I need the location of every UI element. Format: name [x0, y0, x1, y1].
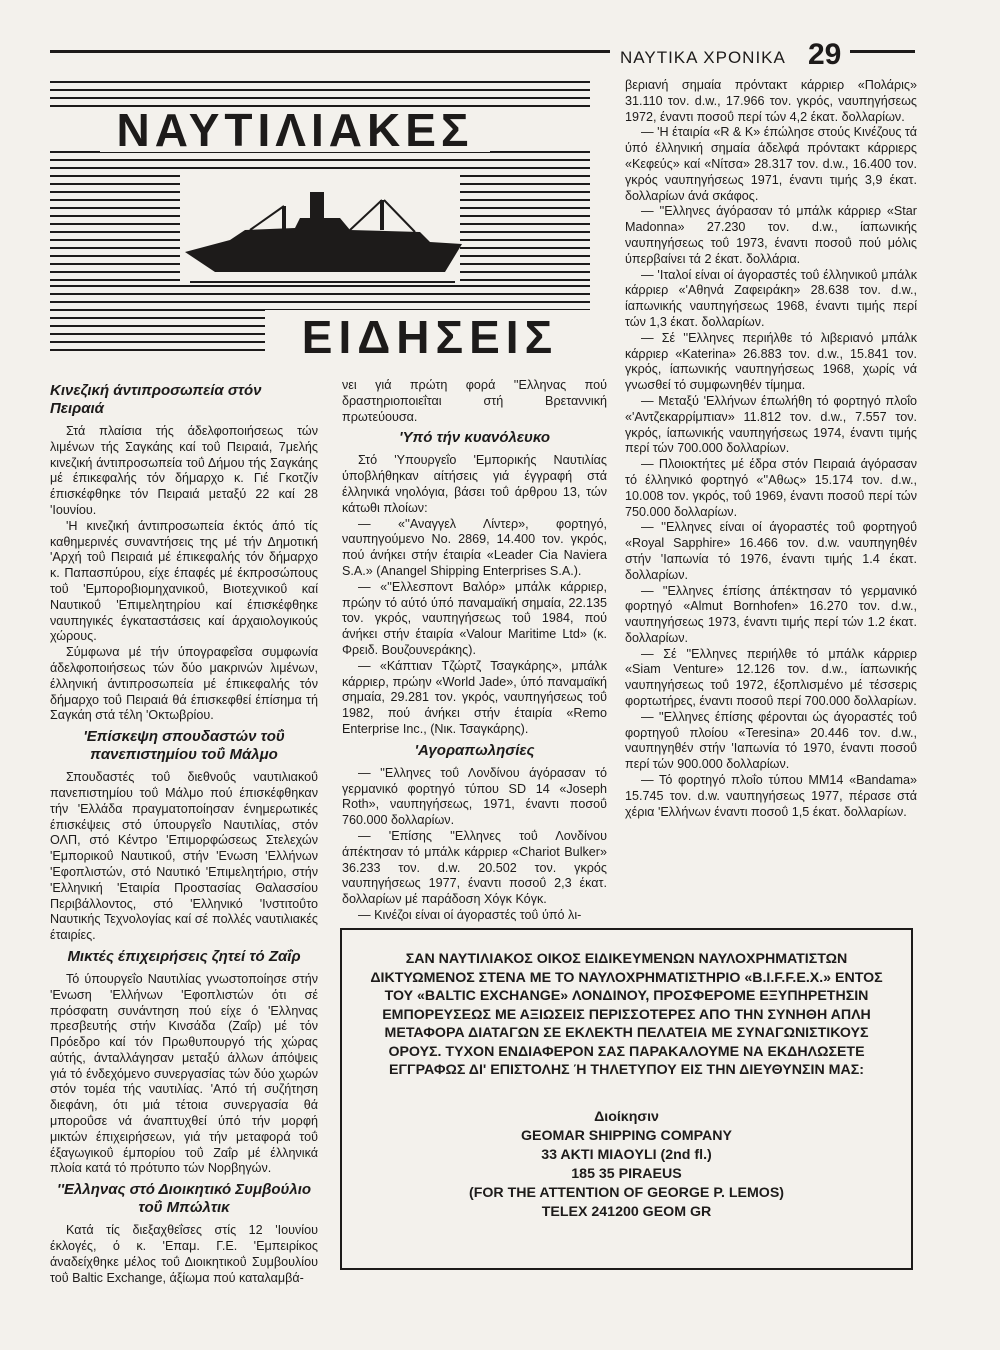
column-2 [342, 378, 607, 924]
list-item: — ''Ελληνες είναι οί άγοραστές τοΰ φορτηγοΰ «Royal Sapphire» 16.466 τον. d.w. ναυπηγηθέν στήν 'Ιαπωνία τό 1976, έναντι τιμής 1.4 έκατ. δολλαρίων. [625, 520, 917, 582]
ship-icon [185, 192, 462, 282]
ad-company-name: GEOMAR SHIPPING COMPANY [521, 1127, 732, 1144]
ad-address-line: Διοίκησιν [594, 1108, 659, 1125]
list-item: — Κινέζοι είναι οί άγοραστές τοΰ ύπό λι- [358, 907, 582, 922]
paragraph: 'Η κινεζική άντιπροσωπεία έκτός άπό τίς καθημερινές συναντήσεις της μέ τήν Δημοτική 'Αρχή τοΰ Πειραιά μέ έπικεφαλής τόν δήμαρχο κ. Παπασπύρου, είχε έπαφές μέ έκπροσώπους τοΰ 'Εμποροβιομηχανικοΰ, Βιοτεχνικοΰ καί Ναυτικοΰ 'Επιμελητηρίου καί έπισκέφθηκε ναυπηγικές έγκαταστάσεις καί άρχαιολογικούς χώρους. [50, 518, 318, 644]
list-item: — «''Αναγγελ Λίντερ», φορτηγό, ναυπηγούμενο Νο. 2869, 14.400 τον. γκρός, πού άνήκει στήν έταιρία «Leader Cia Naviera S.A.» (Anangel Shipping Enterprises S.A.). [342, 516, 607, 578]
list-item: — ''Ελληνες άγόρασαν τό μπάλκ κάρριερ «Star Madonna» 27.230 τον. d.w., ίαπωνικής ναυπηγήσεως τοΰ 1973, έναντι ποσοΰ πού μόλις ύπερβαίνει τά 2 έκατ. δολλάρια. [625, 204, 917, 266]
headline-blue-white-flag: 'Υπό τήν κυανόλευκο [398, 429, 551, 447]
list-item: — Σέ ''Ελληνες περιήλθε τό μπάλκ κάρριερ «Siam Venture» 12.126 τον. d.w., ίαπωνικής ναυπηγήσεως τοΰ 1972, έξοπλισμένο μέ τέσσερις φορτωτήρες, έναντι ποσοΰ περί 700.000 δολλαρίων. [625, 646, 917, 709]
headline-sales: 'Αγοραπωλησίες [414, 741, 535, 759]
headline-chinese-delegation: Κινεζική άντιπροσωπεία στόν Πειραιά [50, 382, 262, 417]
masthead-line1: ΝΑΥΤΙΛΙΑΚΕΣ [116, 104, 474, 156]
paragraph: βεριανή σημαία πρόντακτ κάρριερ «Πολάρις» 31.110 τον. d.w., 17.966 τον. γκρός, ναυπηγήσεως 1972, έναντι ποσοΰ περί τών 4,2 έκατ. δολλαρίων. [625, 78, 917, 124]
section-masthead [50, 72, 590, 372]
list-item: — «''Ελλεσποντ Βαλόρ» μπάλκ κάρριερ, πρώην τό αύτό ύπό παναμαϊκή σημαία, 22.135 τον. γκρός, ναυπηγήσεως τοΰ 1984, πού άνήκει στήν έταιρία «Valour Maritime Ltd» (κ. Φρειδ. Βουζουνεράκης). [342, 579, 607, 657]
advertisement-box [340, 928, 913, 1270]
list-item: — Πλοιοκτήτες μέ έδρα στόν Πειραιά άγόρασαν τό έλληνικό φορτηγό «''Αθως» 15.174 τον. d.w., 10.008 τον. γκρός, τοΰ 1969, έναντι ποσοΰ περί τών 750.000 δολλαρίων. [625, 457, 917, 519]
list-item: — 'Επίσης ''Ελληνες τοΰ Λονδίνου άπέκτησαν τό μπάλκ κάρριερ «Chariot Bulker» 36.233 τον. d.w. 20.502 τον. γκρός ναυπηγήσεως 1977, έναντι ποσοΰ 2,3 έκατ. δολλαρίων μέ παράδοση Χόγκ Κόγκ. [342, 828, 607, 907]
column-3 [625, 78, 917, 820]
list-item: — ''Ελληνες έπίσης φέρονται ώς άγοραστές τοΰ φορτηγοΰ πλοίου «Teresina» 20.446 τον. d.w., ναυπηγηθέν στήν 'Ιαπωνία τό 1970, έναντι ποσοΰ περί τών 900.000 δολλαρίων. [625, 709, 917, 772]
ad-text: ΣΑΝ ΝΑΥΤΙΛΙΑΚΟΣ ΟΙΚΟΣ ΕΙΔΙΚΕΥΜΕΝΩΝ ΝΑΥΛΟΧΡΗΜΑΤΙΣΤΩΝ ΔΙΚΤΥΩΜΕΝΟΣ ΣΤΕΝΑ ΜΕ ΤΟ ΝΑΥΛΟΧΡΗΜΑΤΙΣΤΗΡΙΟ «B.I.F.F.E.X.» ΕΝΤΟΣ ΤΟΥ «BALTIC EXCHANGE» ΛΟΝΔΙΝΟΥ, ΠΡΟΣΦΕΡΟΜΕ ΕΞΥΠΗΡΕΤΗΣΙΝ ΕΜΠΟΡΕΥΣΕΩΣ ΜΕ ΑΞΙΩΣΕΙΣ ΠΕΡΙΣΣΟΤΕΡΕΣ ΑΠΟ ΤΗΝ ΣΥΝΗΘΗ ΑΠΛΗ ΜΕΤΑΦΟΡΑ ΔΙΑΤΑΓΩΝ ΣΕ ΕΚΛΕΚΤΗ ΠΕΛΑΤΕΙΑ ΜΕ ΣΥΝΑΓΩΝΙΣΤΙΚΟΥΣ ΟΡΟΥΣ. ΤΥΧΟΝ ΕΝΔΙΑΦΕΡΟΝ ΣΑΣ ΠΑΡΑΚΑΛΟΥΜΕ ΝΑ ΕΚΔΗΛΩΣΕΤΕ ΕΓΓΡΑΦΩΣ ΔΙ' ΕΠΙΣΤΟΛΗΣ Ή ΤΗΛΕΤΥΠΟΥ ΕΙΣ ΤΗΝ ΔΙΕΥΘΥΝΣΙΝ ΜΑΣ: [370, 951, 883, 1078]
magazine-title: ΝΑΥΤΙΚΑ ΧΡΟΝΙΚΑ [620, 48, 786, 67]
paragraph: Σπουδαστές τοΰ διεθνοΰς ναυτιλιακοΰ πανεπιστημίου τοΰ Μάλμο πού έπισκέφθηκαν τήν 'Ελλάδα πραγματοποίησαν ένημερωτικές έπισκέψεις στό ύπουργεΐο Ναυτιλίας, στόν ΟΛΠ, στό Κέντρο 'Επιμορφώσεως Στελεχών 'Εμπορικοΰ Ναυτικοΰ, στήν 'Ενωση 'Ελλήνων 'Εφοπλιστών, στό Ναυτικό 'Επιμελητήριο, στήν 'Ελληνική 'Εταιρία Προστασίας Θαλασσίου Περιβάλλοντος, στό 'Ελληνικό 'Ινστιτοΰτο Ναυτικής Τεχνολογίας καί σέ πολλές ναυτιλιακές έταιρίες. [50, 770, 318, 943]
paragraph: Στά πλαίσια τής άδελφοποιήσεως τών λιμένων τής Σαγκάης καί τοΰ Πειραιά, 7μελής κινεζική άντιπροσωπεία τοΰ Δήμου τής Σαγκάης μέ έπικεφαλής τόν δήμαρχο κ. Γιέ Γκοτζίν έπισκέφθηκε τόν Πειραιά μεταξύ 22 καί 28 'Ιουνίου. [50, 424, 318, 517]
ad-address-line: (FOR THE ATTENTION OF GEORGE P. LEMOS) [468, 1184, 785, 1201]
column-1 [50, 378, 318, 1286]
paragraph: Σύμφωνα μέ τήν ύπογραφεΐσα συμφωνία άδελφοποιήσεως τών δύο μακρινών λιμένων, έλληνική άντιπροσωπεία μέ έπικεφαλής τόν δήμαρχο τοΰ Πειραιά θά έπισκεφθεί έπίσημα τή Σαγκάη στά τέλη 'Οκτωβρίου. [50, 645, 318, 723]
list-item: — Τό φορτηγό πλοΐο τύπου ΜΜ14 «Bandama» 15.745 τον. d.w. ναυπηγήσεως 1977, πέρασε στά χέρια 'Ελλήνων έναντι ποσοΰ 1,5 έκατ. δολλαρίων. [625, 773, 917, 819]
header-rule-left [50, 50, 610, 53]
masthead-line2: ΕΙΔΗΣΕΙΣ [301, 311, 559, 363]
paragraph: Κατά τίς διεξαχθεΐσες στίς 12 'Ιουνίου έκλογές, ό κ. 'Επαμ. Γ.Ε. 'Εμπειρίκος άναδείχθηκε μέλος τοΰ Διοικητικοΰ Συμβουλίου τοΰ Baltic Exchange, άξίωμα πού καταλαμβά- [50, 1223, 318, 1285]
page-number: 29 [808, 38, 842, 71]
list-item: — ''Ελληνες έπίσης άπέκτησαν τό γερμανικό φορτηγό «Almut Bornhofen» 16.270 τον. d.w., ναυπηγήσεως 1973, έναντι τιμής περί τών 1.2 έκατ. δολλαρίων. [625, 583, 917, 645]
paragraph: Στό 'Υπουργεΐο 'Εμπορικής Ναυτιλίας ύποβλήθηκαν αίτήσεις γιά έγγραφή στά έλληνικά νηολόγια, βάσει τοΰ άρθρου 13, τών κάτωθι πλοίων: [342, 453, 607, 515]
ad-address-line: 33 AKTI MIAOYLI (2nd fl.) [541, 1146, 712, 1163]
list-item: — Σέ ''Ελληνες περιήλθε τό λιβεριανό μπάλκ κάρριερ «Katerina» 26.883 τον. d.w., 15.841 τον. γκρός, ίαπωνικής ναυπηγήσεως 1968, χωρίς νά γνωσθεί τό συμφωνηθέν τίμημα. [625, 330, 917, 393]
headline-malmo-students: 'Επίσκεψη σπουδαστών τοΰ πανεπιστημίου τοΰ Μάλμο [83, 728, 285, 764]
list-item: — Μεταξύ 'Ελλήνων έπωλήθη τό φορτηγό πλοΐο «'Αντζεκαρρίμπιαν» 11.812 τον. d.w., 7.557 τον. γκρός, ίαπωνικής ναυπηγήσεως 1974, έναντι τιμής περί τών 700.000 δολλαρίων. [625, 393, 917, 456]
header-rule-right [850, 50, 915, 53]
ad-address-line: 185 35 PIRAEUS [571, 1165, 682, 1182]
list-item: — ''Ελληνες τοΰ Λονδίνου άγόρασαν τό γερμανικό φορτηγό τύπου SD 14 «Joseph Roth», ναυπηγήσεως, 1971, έναντι ποσοΰ 760.000 δολλαρίων. [342, 765, 607, 828]
list-item: — 'Η έταιρία «R & K» έπώλησε στούς Κινέζους τά ύπό έλληνική σημαία άδελφά πρόντακτ κάρριερς «Κεφεύς» καί «Νίτσα» 28.317 τον. d.w., 16.400 τον. γκρός ναυπηγήσεως 1971, έναντι τιμής 3,9 έκατ. δολλαρίων άνά σκάφος. [625, 125, 918, 203]
list-item: — «Κάπτιαν Τζώρτζ Τσαγκάρης», μπάλκ κάρριερ, πρώην «World Jade», ύπό παναμαϊκή σημαία, 29.281 τον. γκρός, ναυπηγήσεως τοΰ 1982, πού άνήκει στήν έταιρία «Remo Enterprise Inc., (Νικ. Τσαγκάρης). [342, 658, 607, 736]
list-item: — 'Ιταλοί είναι οί άγοραστές τοΰ έλληνικοΰ μπάλκ κάρριερ «'Αθηνά Ζαφειράκη» 28.638 τον. d.w., ίαπωνικής ναυπηγήσεως 1968, έναντι τιμής περί τών 1,3 έκατ. δολλαρίων. [625, 267, 917, 329]
paragraph: νει γιά πρώτη φορά ''Ελληνας πού δραστηριοποιεΐται στή Βρεταννική πρωτεύουσα. [342, 378, 607, 424]
ad-telex: TELEX 241200 GEOM GR [541, 1203, 712, 1220]
paragraph: Τό ύπουργεΐο Ναυτιλίας γνωστοποίησε στήν 'Ενωση 'Ελλήνων 'Εφοπλιστών ότι σέ πρόσφατη συνάντηση πού είχε ό 'Ελληνας πρεσβευτής στήν Κινσάδα (Ζαΐρ) μέ τόν Πρόεδρο καί τόν Πρωθυπουργό τής χώρας αύτής, άνταλλάγησαν μεταξύ άλλων άπόψεις γιά τό ένδεχόμενο συνεργασίας τών δύο χωρών στόν τομέα τής ναυτιλίας. 'Από τή συζήτηση διεφάνη, ότι μιά τέτοια συνεργασία θά μποροΰσε νά άναπτυχθεί ύπό τήν μορφή μικτών έπιχειρήσεων, γιά τήν μεταφορά τοΰ έξαγωγικοΰ έμπορίου τοΰ Ζαΐρ μέ έλληνικά πλοία κατά τό πρότυπο τών Νορβηγών. [50, 971, 318, 1176]
headline-zaire: Μικτές έπιχειρήσεις ζητεί τό Ζαΐρ [67, 947, 301, 965]
headline-baltic: ''Ελληνας στό Διοικητικό Συμβούλιο τοΰ Μπώλτικ [56, 1181, 312, 1217]
ad-address [362, 1108, 891, 1222]
